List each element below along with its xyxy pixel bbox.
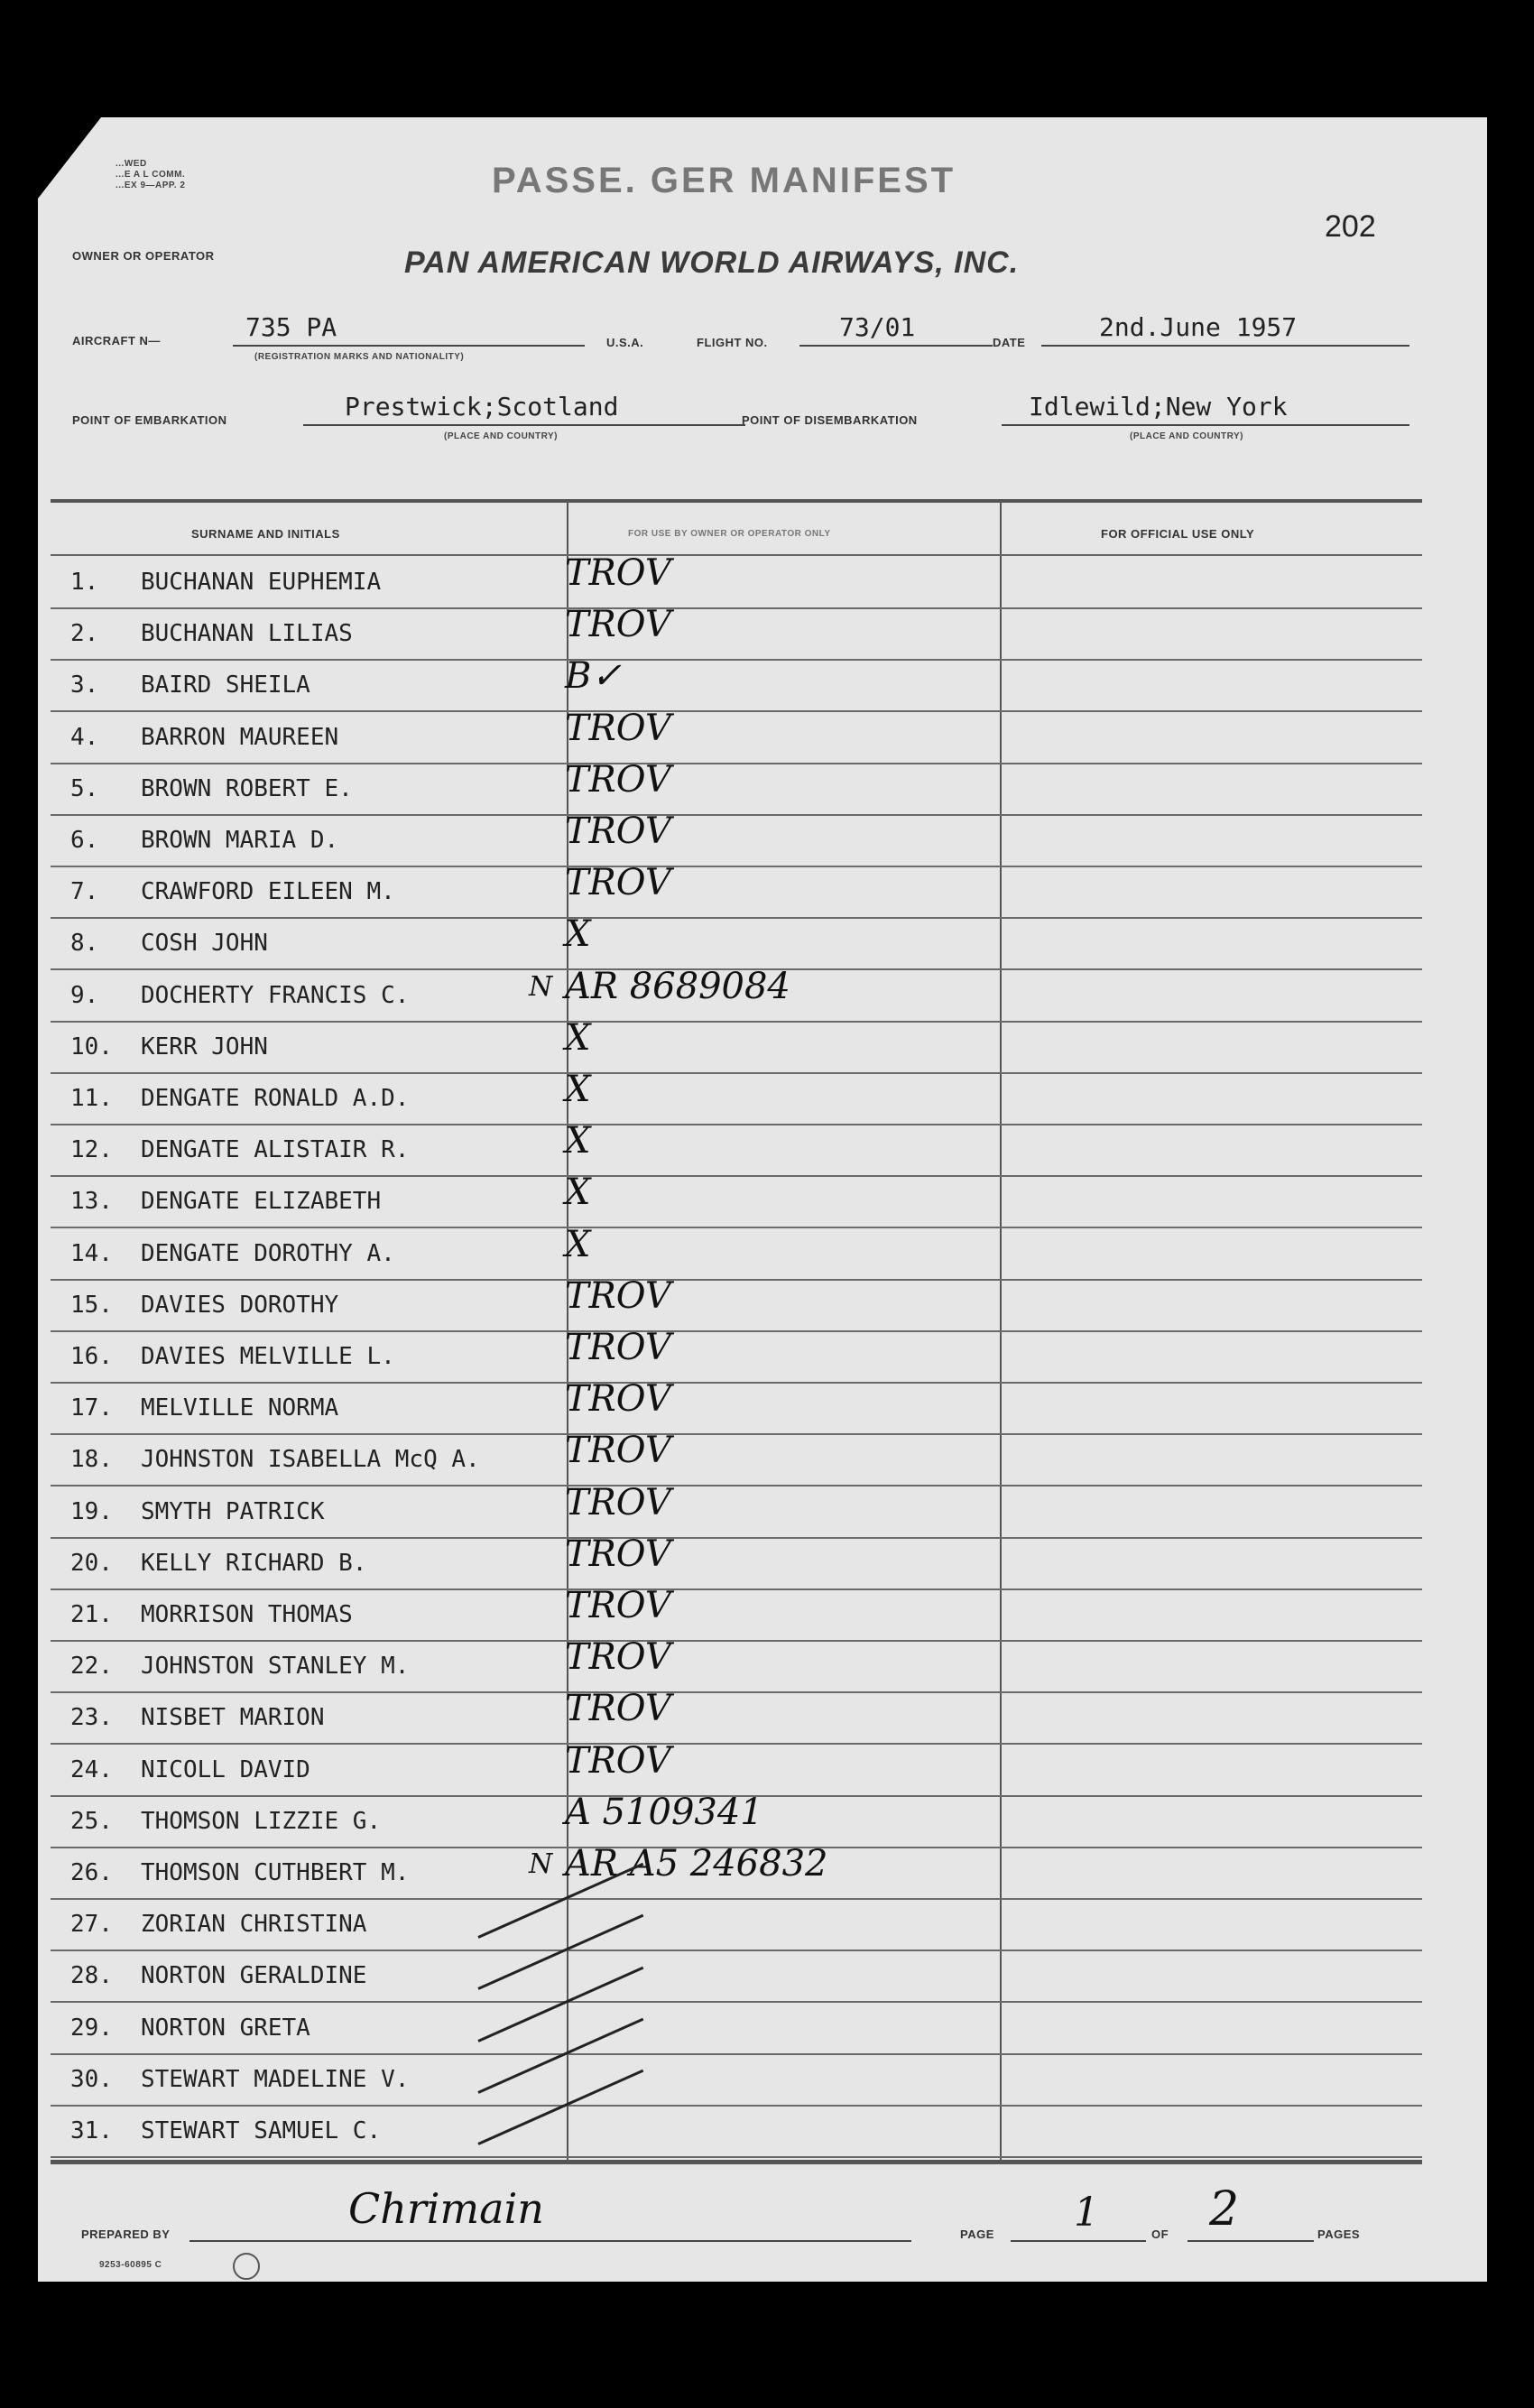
passenger-number: 1. — [70, 569, 99, 596]
handwritten-mark: AR A5 246832 — [565, 1843, 828, 1885]
table-row — [51, 1378, 1437, 1435]
handwritten-mark: TROV — [565, 552, 671, 594]
passenger-name: DENGATE RONALD A.D. — [141, 1085, 410, 1112]
page-number: 202 — [1325, 209, 1376, 244]
passenger-name: DENGATE ELIZABETH — [141, 1188, 382, 1216]
passenger-name: ZORIAN CHRISTINA — [141, 1911, 367, 1939]
handwritten-mark: TROV — [565, 1430, 671, 1472]
corner-stamp-line: ...E A L COMM. — [116, 170, 186, 180]
form-number: 9253-60895 C — [99, 2260, 162, 2270]
passenger-number: 29. — [70, 2014, 113, 2042]
registration-caption: (REGISTRATION MARKS AND NATIONALITY) — [254, 352, 465, 362]
passenger-name: BARRON MAUREEN — [141, 723, 339, 751]
embarkation-label: POINT OF EMBARKATION — [72, 413, 227, 427]
table-row — [51, 1274, 1437, 1332]
passenger-number: 9. — [70, 981, 99, 1009]
table-row — [51, 965, 1437, 1023]
handwritten-mark: TROV — [565, 604, 671, 646]
handwritten-mark: X — [565, 913, 591, 956]
table-row — [51, 1172, 1437, 1228]
passenger-name: MORRISON THOMAS — [141, 1601, 353, 1628]
passenger-number: 7. — [70, 878, 99, 906]
passenger-number: 8. — [70, 930, 99, 958]
table-row — [51, 604, 1437, 661]
table-row — [51, 1951, 1437, 2003]
handwritten-mark: TROV — [565, 1274, 671, 1317]
passenger-number: 24. — [70, 1755, 113, 1783]
table-row — [51, 1688, 1437, 1745]
handwritten-mark: TROV — [565, 1585, 671, 1626]
corner-stamp — [116, 159, 185, 191]
page-value: 1 — [1074, 2190, 1099, 2236]
passenger-name: NORTON GERALDINE — [141, 1962, 367, 1990]
passenger-name: THOMSON LIZZIE G. — [141, 1807, 382, 1835]
passenger-name: BUCHANAN EUPHEMIA — [141, 569, 382, 596]
table-row — [51, 1585, 1437, 1642]
handwritten-mark: X — [565, 1120, 591, 1162]
passenger-name: STEWART SAMUEL C. — [141, 2117, 382, 2144]
passenger-number: 10. — [70, 1033, 113, 1060]
place-caption: (PLACE AND COUNTRY) — [444, 431, 558, 441]
passenger-number: 15. — [70, 1291, 113, 1319]
table-row — [51, 1430, 1437, 1486]
date-value: 2nd.June 1957 — [1099, 312, 1298, 342]
table-row — [51, 1016, 1437, 1074]
handwritten-mark: TROV — [565, 758, 671, 801]
passenger-number: 6. — [70, 827, 99, 854]
pages-label: PAGES — [1317, 2227, 1361, 2241]
passenger-name: BROWN MARIA D. — [141, 827, 339, 854]
table-row — [51, 1223, 1437, 1281]
passenger-number: 31. — [70, 2117, 113, 2144]
passenger-name: BAIRD SHEILA — [141, 671, 310, 699]
passenger-name: THOMSON CUTHBERT M. — [141, 1859, 410, 1886]
table-row — [51, 2055, 1437, 2107]
handwritten-mark: TROV — [565, 707, 671, 749]
passenger-number: 16. — [70, 1343, 113, 1370]
total-pages-value: 2 — [1209, 2182, 1240, 2237]
table-row — [51, 1533, 1437, 1590]
table-row — [51, 810, 1437, 867]
preparer-signature: Chrimain — [348, 2184, 544, 2233]
passenger-name: MELVILLE NORMA — [141, 1394, 339, 1422]
table-row — [51, 1481, 1437, 1539]
table-row — [51, 2107, 1437, 2158]
handwritten-mark: TROV — [565, 1739, 671, 1782]
passenger-number: 2. — [70, 620, 99, 648]
passenger-number: 21. — [70, 1601, 113, 1628]
passenger-number: 20. — [70, 1549, 113, 1577]
handwritten-prefix: N — [529, 1848, 553, 1880]
aircraft-value: 735 PA — [245, 312, 337, 342]
passenger-number: 22. — [70, 1653, 113, 1681]
table-row — [51, 1843, 1437, 1900]
union-bug-icon — [233, 2253, 260, 2280]
embarkation-value: Prestwick;Scotland — [345, 392, 619, 421]
table-row — [51, 552, 1437, 609]
page-label: PAGE — [960, 2227, 994, 2241]
handwritten-mark: TROV — [565, 1378, 671, 1421]
table-row — [51, 2004, 1437, 2055]
passenger-number: 17. — [70, 1394, 113, 1422]
handwritten-mark: TROV — [565, 1327, 671, 1368]
table-row — [51, 1636, 1437, 1693]
passenger-number: 5. — [70, 774, 99, 802]
handwritten-prefix: N — [529, 970, 553, 1003]
passenger-name: DENGATE DOROTHY A. — [141, 1239, 395, 1267]
passenger-name: DENGATE ALISTAIR R. — [141, 1136, 410, 1164]
table-row — [51, 1900, 1437, 1951]
passenger-name: JOHNSTON ISABELLA McQ A. — [141, 1446, 480, 1474]
of-label: OF — [1151, 2227, 1169, 2241]
table-row — [51, 707, 1437, 764]
table-row — [51, 655, 1437, 712]
passenger-name: NISBET MARION — [141, 1704, 325, 1732]
handwritten-mark: AR 8689084 — [565, 965, 790, 1007]
col-header-official-use: FOR OFFICIAL USE ONLY — [1101, 527, 1255, 541]
passenger-name: CRAWFORD EILEEN M. — [141, 878, 395, 906]
passenger-number: 26. — [70, 1859, 113, 1886]
passenger-number: 3. — [70, 671, 99, 699]
col-header-owner-use: FOR USE BY OWNER OR OPERATOR ONLY — [628, 529, 831, 539]
handwritten-mark: TROV — [565, 1481, 671, 1524]
table-row — [51, 1069, 1437, 1125]
torn-corner — [38, 117, 101, 199]
row-rule — [51, 2156, 1422, 2158]
owner-label: OWNER OR OPERATOR — [72, 249, 215, 263]
date-label: DATE — [993, 336, 1026, 349]
table-row — [51, 758, 1437, 816]
place-caption: (PLACE AND COUNTRY) — [1130, 431, 1243, 441]
passenger-number: 13. — [70, 1188, 113, 1216]
passenger-name: SMYTH PATRICK — [141, 1497, 325, 1525]
handwritten-mark: X — [565, 1223, 591, 1265]
passenger-name: JOHNSTON STANLEY M. — [141, 1653, 410, 1681]
disembarkation-label: POINT OF DISEMBARKATION — [742, 413, 918, 427]
passenger-number: 30. — [70, 2065, 113, 2093]
table-row — [51, 1120, 1437, 1177]
table-row — [51, 1739, 1437, 1797]
table-top-rule — [51, 499, 1422, 503]
corner-stamp-line: ...WED — [116, 159, 147, 169]
passenger-name: COSH JOHN — [141, 930, 268, 958]
passenger-number: 18. — [70, 1446, 113, 1474]
passenger-name: DAVIES DOROTHY — [141, 1291, 339, 1319]
page-title: PASSE. GER MANIFEST — [492, 161, 956, 200]
passenger-name: KERR JOHN — [141, 1033, 268, 1060]
passenger-number: 14. — [70, 1239, 113, 1267]
table-row — [51, 913, 1437, 970]
handwritten-mark: X — [565, 1172, 591, 1214]
table-row — [51, 1327, 1437, 1384]
table-row — [51, 1791, 1437, 1848]
passenger-number: 11. — [70, 1085, 113, 1112]
passenger-name: STEWART MADELINE V. — [141, 2065, 410, 2093]
corner-stamp-line: ...EX 9—APP. 2 — [116, 181, 186, 190]
handwritten-mark: A 5109341 — [565, 1791, 763, 1833]
handwritten-mark: TROV — [565, 1688, 671, 1730]
passenger-name: DAVIES MELVILLE L. — [141, 1343, 395, 1370]
handwritten-mark: TROV — [565, 810, 671, 852]
passenger-number: 12. — [70, 1136, 113, 1164]
col-header-surname: SURNAME AND INITIALS — [191, 527, 340, 541]
handwritten-mark: B✓ — [565, 655, 622, 698]
prepared-label: PREPARED BY — [81, 2227, 171, 2241]
table-row — [51, 862, 1437, 919]
handwritten-mark: TROV — [565, 1533, 671, 1575]
aircraft-label: AIRCRAFT N— — [72, 334, 161, 347]
passenger-name: DOCHERTY FRANCIS C. — [141, 981, 410, 1009]
flight-label: FLIGHT NO. — [697, 336, 768, 349]
operator-name: PAN AMERICAN WORLD AIRWAYS, INC. — [404, 245, 1020, 280]
passenger-number: 27. — [70, 1911, 113, 1939]
passenger-number: 4. — [70, 723, 99, 751]
handwritten-mark: X — [565, 1069, 591, 1110]
disembarkation-value: Idlewild;New York — [1029, 392, 1288, 421]
handwritten-mark: TROV — [565, 1636, 671, 1679]
passenger-name: BUCHANAN LILIAS — [141, 620, 353, 648]
passenger-number: 19. — [70, 1497, 113, 1525]
table-bottom-rule — [51, 2160, 1422, 2164]
passenger-number: 23. — [70, 1704, 113, 1732]
country-label: U.S.A. — [606, 336, 644, 349]
handwritten-mark: X — [565, 1016, 591, 1059]
passenger-number: 28. — [70, 1962, 113, 1990]
flight-value: 73/01 — [839, 312, 916, 342]
passenger-name: NORTON GRETA — [141, 2014, 310, 2042]
passenger-name: BROWN ROBERT E. — [141, 774, 353, 802]
passenger-name: KELLY RICHARD B. — [141, 1549, 367, 1577]
handwritten-mark: TROV — [565, 862, 671, 904]
passenger-name: NICOLL DAVID — [141, 1755, 310, 1783]
passenger-number: 25. — [70, 1807, 113, 1835]
